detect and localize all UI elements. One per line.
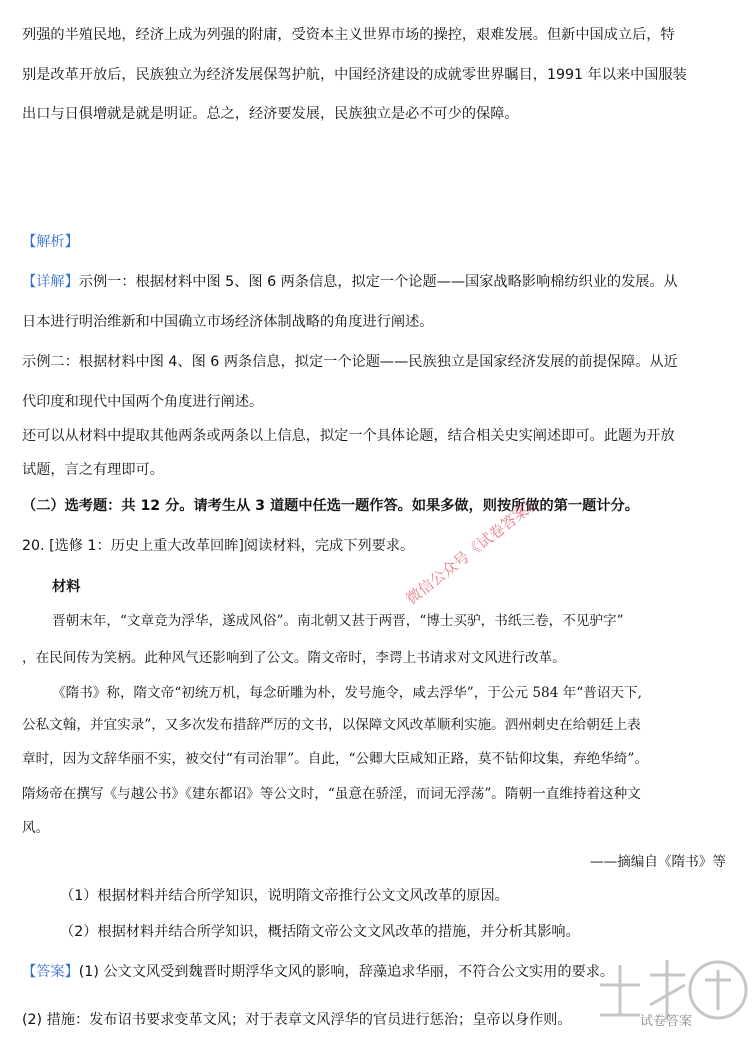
question-2: （2）根据材料并结合所学知识，概括隋文帝公文文风改革的措施，并分析其影响。 bbox=[60, 924, 580, 940]
paragraph-line-2: 别是改革开放后，民族独立为经济发展保驾护航，中国经济建设的成就零世界瞩目，1991 年以来中国服装 bbox=[22, 67, 687, 83]
paragraph-line-3: 出口与日俱增就是就是明证。总之，经济要发展，民族独立是必不可少的保障。 bbox=[22, 106, 519, 122]
watermark-text: 微信公众号《试卷答案》 bbox=[402, 492, 544, 608]
answer-line-1 bbox=[22, 962, 614, 982]
detail-line-1 bbox=[22, 272, 678, 292]
material-label: 材料 bbox=[52, 579, 81, 595]
answer-line-2: (2) 措施：发布诏书要求变革文风；对于表章文风浮华的官员进行惩治；皇帝以身作则。 bbox=[22, 1012, 572, 1028]
material-line-6: 隋炀帝在撰写《与越公书》《建东都诏》等公文时，“虽意在骄淫，而词无浮荡”。隋朝一直维持着这种文 bbox=[22, 786, 641, 802]
material-line-5: 章时，因为文辞华丽不实，被交付“有司治罪”。自此，“公卿大臣咸知正路，莫不钻仰坟集，弃绝华绮”。 bbox=[22, 751, 648, 767]
watermark-logo-icon bbox=[590, 945, 750, 1045]
paragraph-line-1: 列强的半殖民地，经济上成为列强的附庸，受资本主义世界市场的操控，艰难发展。但新中国成立后，特 bbox=[22, 27, 675, 43]
material-source: ——摘编自《隋书》等 bbox=[590, 854, 726, 870]
detail-line-3: 示例二：根据材料中图 4、图 6 两条信息，拟定一个论题——民族独立是国家经济发展的前提保障。从近 bbox=[22, 354, 678, 370]
detail-line-6: 试题，言之有理即可。 bbox=[22, 462, 164, 478]
detail-label: 【详解】 bbox=[22, 274, 79, 290]
question-title: 20. [选修 1：历史上重大改革回眸]阅读材料，完成下列要求。 bbox=[22, 538, 415, 554]
detail-text-1: 示例一：根据材料中图 5、图 6 两条信息，拟定一个论题——国家战略影响棉纺织业的发展。从 bbox=[78, 274, 678, 290]
material-line-2: ，在民间传为笑柄。此种风气还影响到了公文。隋文帝时，李谔上书请求对文风进行改革。 bbox=[22, 650, 566, 666]
logo-text: 试卷答案 bbox=[640, 1014, 693, 1029]
answer-text-1: (1) 公文文风受到魏晋时期浮华文风的影响，辞藻追求华丽，不符合公文实用的要求。 bbox=[78, 964, 615, 980]
material-line-3: 《隋书》称，隋文帝“初统万机，每念斫雕为朴，发号施令，咸去浮华”，于公元 584 年“普诏天下, bbox=[52, 685, 642, 701]
section-heading: （二）选考题：共 12 分。请考生从 3 道题中任选一题作答。如果多做，则按所做的第一题计分。 bbox=[22, 498, 639, 514]
material-line-4: 公私文翰，并宜实录”，又多次发布措辞严厉的文书，以保障文风改革顺利实施。泗州刺史在给朝廷上表 bbox=[22, 717, 641, 733]
analysis-label: 【解析】 bbox=[22, 234, 79, 250]
detail-line-4: 代印度和现代中国两个角度进行阐述。 bbox=[22, 394, 264, 410]
material-line-7: 风。 bbox=[22, 820, 50, 836]
answer-label: 【答案】 bbox=[22, 964, 79, 980]
detail-line-5: 还可以从材料中提取其他两条或两条以上信息，拟定一个具体论题，结合相关史实阐述即可。此题为开放 bbox=[22, 428, 675, 444]
material-line-1: 晋朝末年，“文章竞为浮华，遂成风俗”。南北朝又甚于两晋，“博士买驴，书纸三卷，不见驴字” bbox=[52, 613, 624, 629]
detail-line-2: 日本进行明治维新和中国确立市场经济体制战略的角度进行阐述。 bbox=[22, 314, 434, 330]
question-1: （1）根据材料并结合所学知识，说明隋文帝推行公文文风改革的原因。 bbox=[60, 888, 509, 904]
